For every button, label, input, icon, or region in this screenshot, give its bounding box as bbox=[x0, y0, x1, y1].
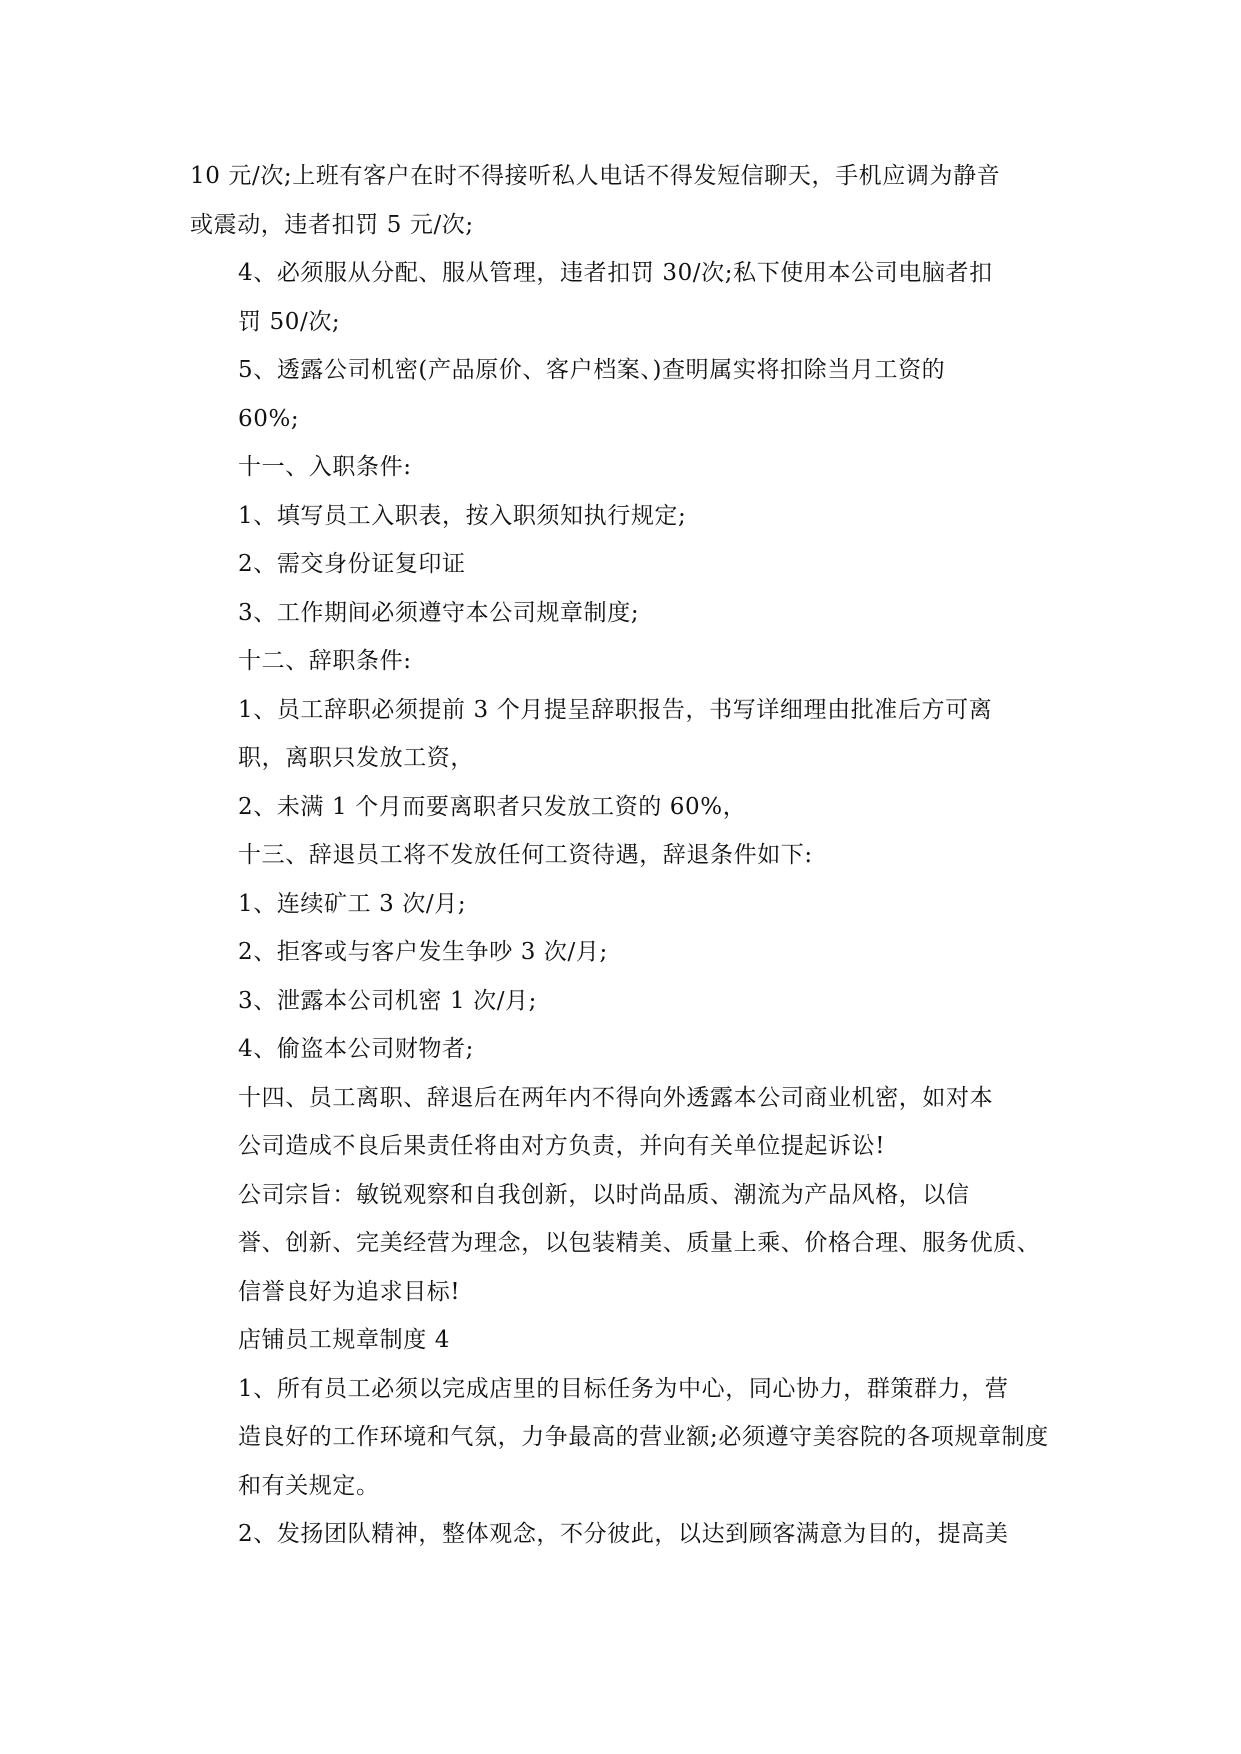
document-paragraph bbox=[190, 346, 1060, 443]
paragraph-line: 店铺员工规章制度 4 bbox=[238, 1327, 450, 1353]
document-paragraph bbox=[190, 1365, 1060, 1511]
paragraph-line: 3、工作期间必须遵守本公司规章制度; bbox=[238, 599, 640, 626]
document-paragraph bbox=[190, 1316, 1060, 1365]
paragraph-line: 2、发扬团队精神，整体观念，不分彼此，以达到顾客满意为目的，提高美 bbox=[238, 1521, 1009, 1547]
paragraph-line: 和有关规定。 bbox=[238, 1472, 380, 1499]
paragraph-line: 2、未满 1 个月而要离职者只发放工资的 60%， bbox=[238, 793, 747, 820]
paragraph-line: 4、偷盗本公司财物者; bbox=[238, 1036, 474, 1062]
paragraph-line: 公司宗旨：敏锐观察和自我创新，以时尚品质、潮流为产品风格，以信 bbox=[238, 1181, 970, 1208]
paragraph-line: 1、员工辞职必须提前 3 个月提呈辞职报告，书写详细理由批准后方可离 bbox=[238, 696, 993, 723]
document-paragraph bbox=[190, 928, 1060, 977]
paragraph-line: 造良好的工作环境和气氛，力争最高的营业额;必须遵守美容院的各项规章制度 bbox=[238, 1424, 1049, 1450]
document-body bbox=[190, 152, 1060, 1559]
paragraph-line: 3、泄露本公司机密 1 次/月; bbox=[238, 987, 537, 1014]
document-paragraph bbox=[190, 977, 1060, 1026]
paragraph-line: 信誉良好为追求目标! bbox=[238, 1278, 461, 1305]
paragraph-line: 十三、辞退员工将不发放任何工资待遇，辞退条件如下: bbox=[238, 842, 813, 868]
paragraph-line: 十四、员工离职、辞退后在两年内不得向外透露本公司商业机密，如对本 bbox=[238, 1084, 994, 1111]
paragraph-line: 60%; bbox=[238, 405, 300, 432]
paragraph-line: 职，离职只发放工资， bbox=[238, 745, 474, 771]
document-paragraph bbox=[190, 152, 1060, 249]
paragraph-line: 誉、创新、完美经营为理念，以包装精美、质量上乘、价格合理、服务优质、 bbox=[238, 1230, 1041, 1256]
paragraph-line: 十一、入职条件: bbox=[238, 454, 412, 480]
paragraph-line: 2、需交身份证复印证 bbox=[238, 551, 466, 577]
paragraph-line: 10 元/次;上班有客户在时不得接听私人电话不得发短信聊天，手机应调为静音 bbox=[190, 163, 1001, 189]
document-paragraph bbox=[190, 686, 1060, 783]
document-paragraph bbox=[190, 831, 1060, 880]
paragraph-line: 1、所有员工必须以完成店里的目标任务为中心，同心协力，群策群力，营 bbox=[238, 1375, 1009, 1402]
document-paragraph bbox=[190, 880, 1060, 929]
paragraph-line: 或震动，违者扣罚 5 元/次; bbox=[190, 211, 474, 238]
paragraph-line: 5、透露公司机密(产品原价、客户档案、)查明属实将扣除当月工资的 bbox=[238, 357, 946, 383]
document-paragraph bbox=[190, 783, 1060, 832]
document-paragraph bbox=[190, 1074, 1060, 1171]
document-paragraph bbox=[190, 589, 1060, 638]
document-paragraph bbox=[190, 249, 1060, 346]
paragraph-line: 1、连续矿工 3 次/月; bbox=[238, 890, 467, 917]
paragraph-line: 4、必须服从分配、服从管理，违者扣罚 30/次;私下使用本公司电脑者扣 bbox=[238, 260, 993, 286]
document-paragraph bbox=[190, 492, 1060, 541]
document-paragraph bbox=[190, 637, 1060, 686]
paragraph-line: 2、拒客或与客户发生争吵 3 次/月; bbox=[238, 939, 608, 965]
paragraph-line: 1、填写员工入职表，按入职须知执行规定; bbox=[238, 502, 687, 529]
paragraph-line: 公司造成不良后果责任将由对方负责，并向有关单位提起诉讼! bbox=[238, 1133, 886, 1159]
document-paragraph bbox=[190, 540, 1060, 589]
paragraph-line: 十二、辞职条件: bbox=[238, 648, 412, 674]
document-paragraph bbox=[190, 1510, 1060, 1559]
document-paragraph bbox=[190, 443, 1060, 492]
paragraph-line: 罚 50/次; bbox=[238, 308, 341, 335]
document-paragraph bbox=[190, 1171, 1060, 1317]
document-paragraph bbox=[190, 1025, 1060, 1074]
